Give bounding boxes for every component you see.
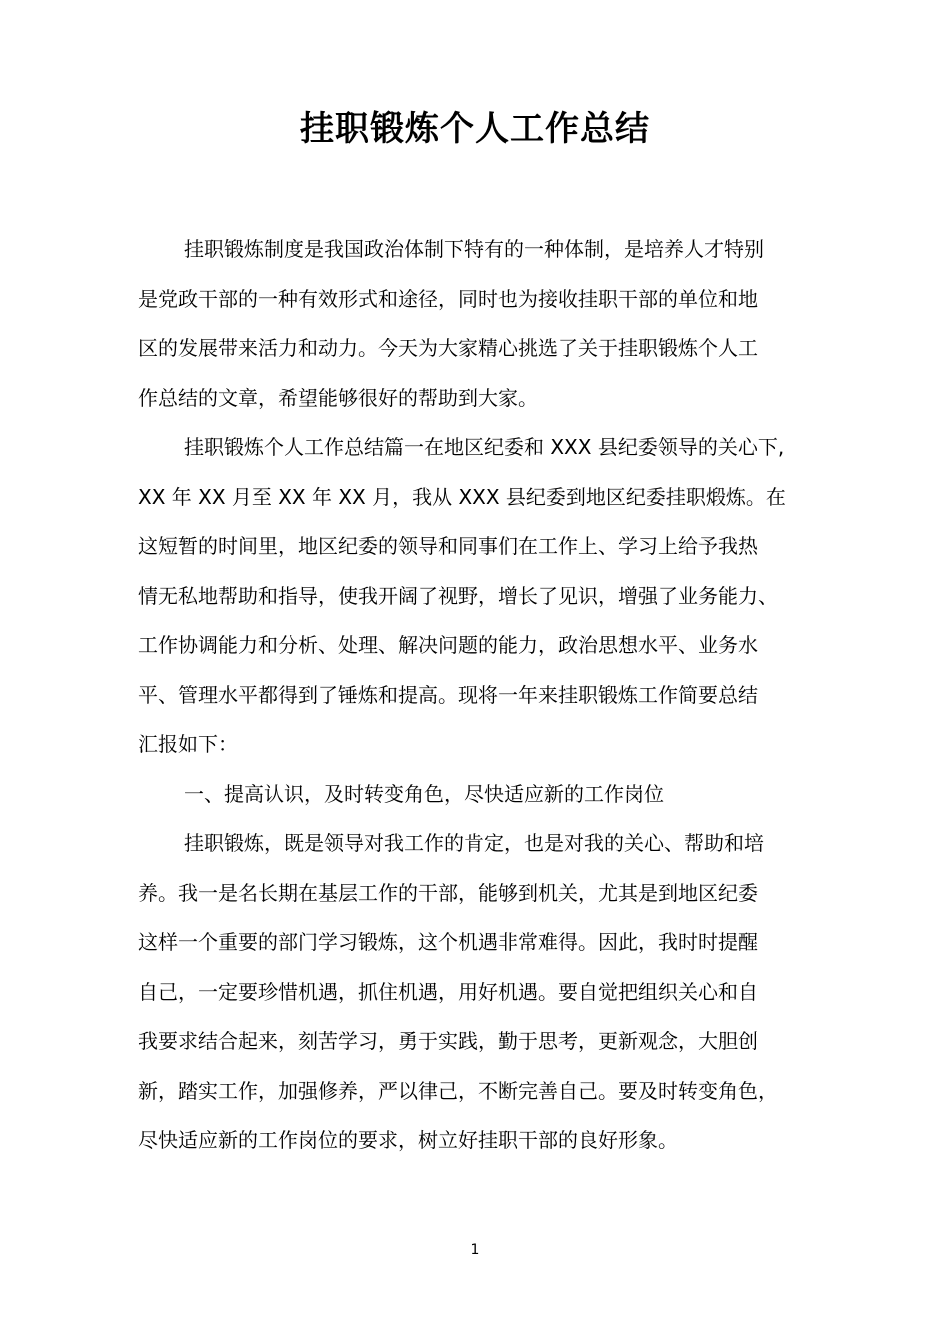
paragraph-line: 我要求结合起来，刻苦学习，勇于实践，勤于思考，更新观念，大胆创 [138, 1029, 758, 1053]
paragraph-line: 尽快适应新的工作岗位的要求，树立好挂职干部的良好形象。 [138, 1128, 678, 1152]
paragraph-line: 这短暂的时间里，地区纪委的领导和同事们在工作上、学习上给予我热 [138, 534, 758, 558]
paragraph-line: 自己，一定要珍惜机遇，抓住机遇，用好机遇。要自觉把组织关心和自 [138, 979, 758, 1004]
paragraph-line: 养。我一是名长期在基层工作的干部，能够到机关，尤其是到地区纪委 [138, 880, 758, 905]
paragraph-line: 挂职锻炼，既是领导对我工作的肯定，也是对我的关心、帮助和培 [184, 831, 764, 855]
document-body [138, 225, 824, 1166]
paragraph-line: 情无私地帮助和指导，使我开阔了视野，增长了见识，增强了业务能力、 [138, 583, 778, 608]
paragraph-line: XX 年 XX 月至 XX 年 XX 月，我从 XXX 县纪委到地区纪委挂职煅炼。在 [138, 484, 786, 509]
paragraph-line: 区的发展带来活力和动力。今天为大家精心挑选了关于挂职锻炼个人工 [138, 336, 758, 360]
page-number: 1 [470, 1242, 480, 1258]
paragraph-line: 平、管理水平都得到了锤炼和提高。现将一年来挂职锻炼工作简要总结 [138, 682, 758, 707]
paragraph-line: 作总结的文章，希望能够很好的帮助到大家。 [138, 385, 538, 410]
section-heading: 一、提高认识，及时转变角色，尽快适应新的工作岗位 [184, 781, 664, 806]
paragraph-line: 挂职锻炼制度是我国政治体制下特有的一种体制，是培养人才特别 [184, 237, 764, 261]
paragraph-line: 是党政干部的一种有效形式和途径，同时也为接收挂职干部的单位和地 [138, 286, 758, 311]
paragraph-line: 工作协调能力和分析、处理、解决问题的能力，政治思想水平、业务水 [138, 633, 758, 657]
paragraph-line: 这样一个重要的部门学习锻炼，这个机遇非常难得。因此，我时时提醒 [138, 930, 758, 954]
paragraph-line: 挂职锻炼个人工作总结篇一在地区纪委和 XXX 县纪委领导的关心下, [184, 435, 785, 459]
paragraph-line: 新，踏实工作，加强修养，严以律己，不断完善自己。要及时转变角色， [138, 1078, 778, 1103]
document-title: 挂职锻炼个人工作总结 [300, 109, 650, 149]
paragraph-line: 汇报如下： [138, 732, 238, 756]
